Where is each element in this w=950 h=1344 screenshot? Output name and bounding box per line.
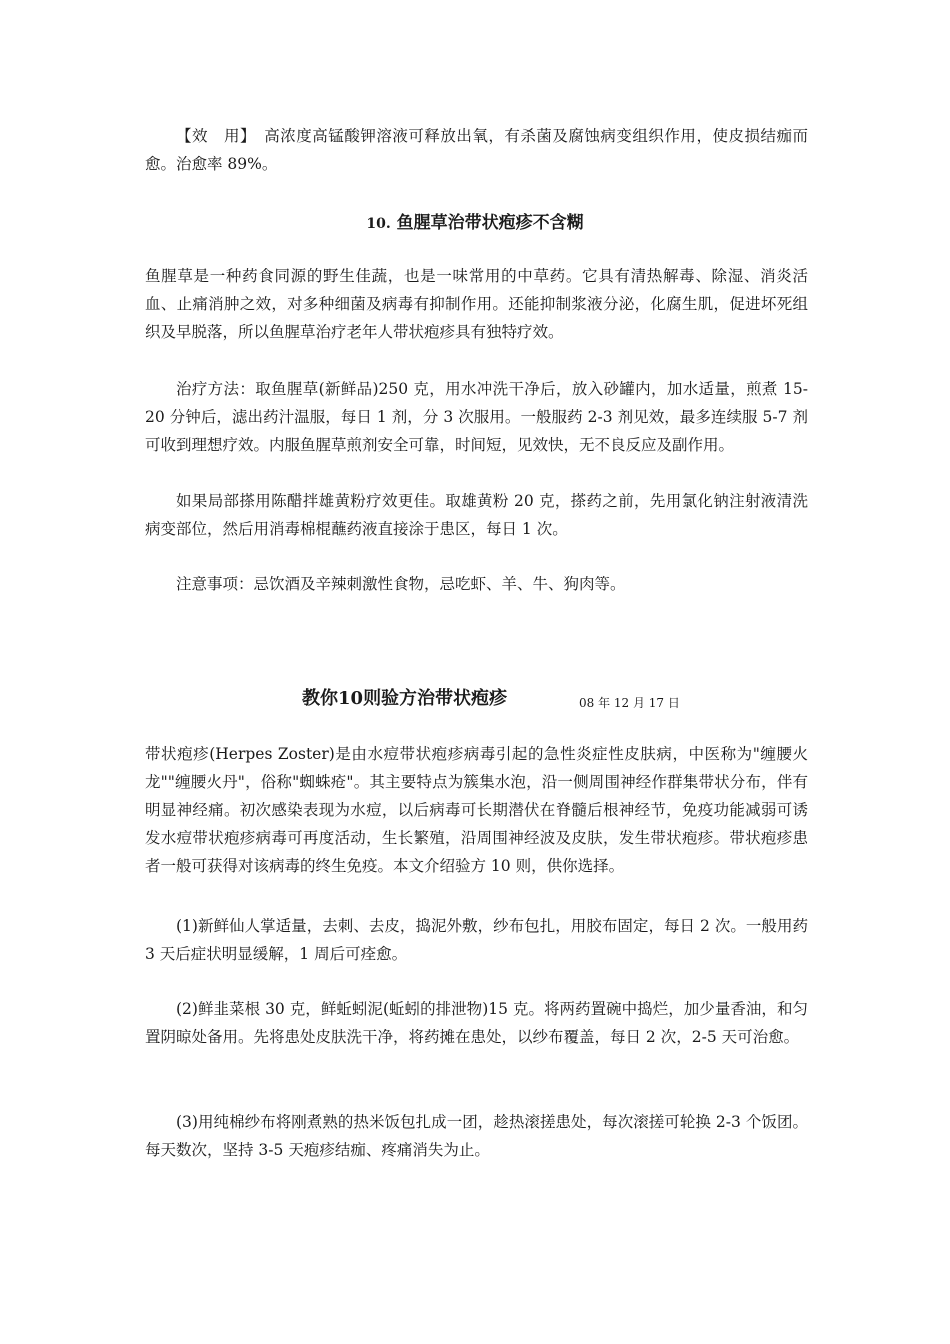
article-heading xyxy=(0,684,950,714)
effect-paragraph xyxy=(145,122,808,178)
effect-text: 高浓度高锰酸钾溶液可释放出氧，有杀菌及腐蚀病变组织作用，使皮损结痂而愈。治愈率 89%。 xyxy=(145,127,808,173)
article-title-suffix: 则验方治带状疱疹 xyxy=(363,688,508,709)
article-title-prefix: 教你 xyxy=(302,688,338,709)
section-10-method: 治疗方法：取鱼腥草(新鲜品)250 克，用水冲洗干净后，放入砂罐内，加水适量，煎煮 15-20 分钟后，滤出药汁温服，每日 1 剂，分 3 次服用。一般服药 2-3 剂见效，最多连续服 5-7 剂可收到理想疗效。内服鱼腥草煎剂安全可靠，时间短，见效快，无不良反应及副作用。 xyxy=(145,380,808,454)
section-10-intro: 鱼腥草是一种药食同源的野生佳蔬，也是一味常用的中草药。它具有清热解毒、除湿、消炎活血、止痛消肿之效，对多种细菌及病毒有抑制作用。还能抑制浆液分泌，化腐生肌，促进坏死组织及早脱落，所以鱼腥草治疗老年人带状疱疹具有独特疗效。 xyxy=(145,267,808,341)
section-10-title-text: 鱼腥草治带状疱疹不含糊 xyxy=(396,213,584,233)
section-10-notes: 注意事项：忌饮酒及辛辣刺激性食物，忌吃虾、羊、牛、狗肉等。 xyxy=(176,575,626,593)
article-date: 08 年 12 月 17 日 xyxy=(579,696,680,710)
section-10-number: 10. xyxy=(366,216,391,232)
effect-label: 【效 用】 xyxy=(176,127,249,145)
section-10-title xyxy=(0,208,950,233)
remedy-item: (3)用纯棉纱布将刚煮熟的热米饭包扎成一团，趁热滚搓患处，每次滚搓可轮换 2-3 个饭团。每天数次，坚持 3-5 天疱疹结痂、疼痛消失为止。 xyxy=(145,1113,808,1159)
article-title-number: 10 xyxy=(338,688,364,709)
section-10-topical: 如果局部搽用陈醋拌雄黄粉疗效更佳。取雄黄粉 20 克，搽药之前，先用氯化钠注射液清洗病变部位，然后用消毒棉棍蘸药液直接涂于患区，每日 1 次。 xyxy=(145,492,808,538)
article-intro: 带状疱疹(Herpes Zoster)是由水痘带状疱疹病毒引起的急性炎症性皮肤病，中医称为"缠腰火龙""缠腰火丹"，俗称"蜘蛛疮"。其主要特点为簇集水泡，沿一侧周围神经作群集带状分布，伴有明显神经痛。初次感染表现为水痘，以后病毒可长期潜伏在脊髓后根神经节，免疫功能减弱可诱发水痘带状疱疹病毒可再度活动，生长繁殖，沿周围神经波及皮肤，发生带状疱疹。带状疱疹患者一般可获得对该病毒的终生免疫。本文介绍验方 10 则，供你选择。 xyxy=(145,745,808,875)
article-title xyxy=(302,684,507,710)
remedy-item: (2)鲜韭菜根 30 克，鲜蚯蚓泥(蚯蚓的排泄物)15 克。将两药置碗中捣烂，加少量香油，和匀置阴晾处备用。先将患处皮肤洗干净，将药摊在患处，以纱布覆盖，每日 2 次，2-5 天可治愈。 xyxy=(145,1000,808,1046)
remedy-item: (1)新鲜仙人掌适量，去刺、去皮，捣泥外敷，纱布包扎，用胶布固定，每日 2 次。一般用药 3 天后症状明显缓解，1 周后可痊愈。 xyxy=(145,917,808,963)
